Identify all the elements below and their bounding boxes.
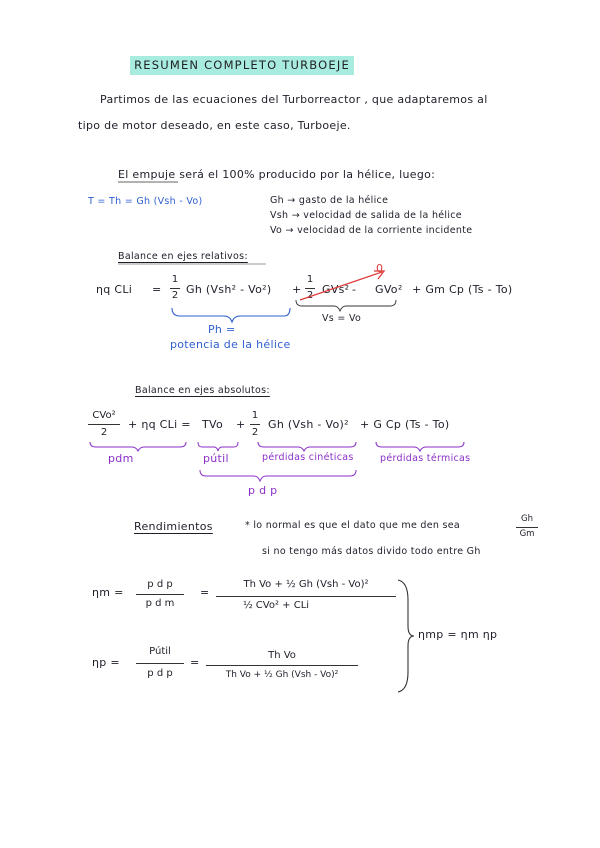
intro-line-2: tipo de motor deseado, en este caso, Turboeje. <box>78 119 351 132</box>
abs-lhs-den: 2 <box>100 427 108 438</box>
relative-balance-heading: Balance en ejes relativos: <box>118 251 248 262</box>
eta-m-rhs-num: Th Vo + ½ Gh (Vsh - Vo)² <box>243 579 369 590</box>
perdidas-termicas-brace <box>376 442 464 451</box>
rel-term2a: GVs² <box>322 283 350 296</box>
def-vo: Vo → velocidad de la corriente incidente <box>270 225 473 236</box>
cancel-zero: 0 <box>376 262 384 275</box>
perdidas-termicas: pérdidas térmicas <box>380 453 471 464</box>
abs-half-num: 1 <box>251 410 259 421</box>
rel-half-2-den: 2 <box>306 290 314 301</box>
empuje-sentence: El empuje será el 100% producido por la hélice, luego: <box>118 168 436 181</box>
intro-line-1: Partimos de las ecuaciones del Turborreactor , que adaptaremos al <box>100 93 488 106</box>
eta-m-label: ηm = <box>92 586 124 599</box>
eta-mp-result: ηmp = ηm ηp <box>418 628 498 641</box>
eta-p-eq: = <box>190 656 200 669</box>
perdidas-cineticas: pérdidas cinéticas <box>262 452 354 463</box>
abs-plus-eta: + ηq CLi = <box>128 418 191 431</box>
abs-plus: + <box>236 418 246 431</box>
perdidas-cineticas-brace <box>258 442 356 451</box>
putil-brace <box>198 442 238 451</box>
eta-m-eq: = <box>200 586 210 599</box>
abs-term: Gh (Vsh - Vo)² <box>268 418 349 431</box>
eta-p-rhs-num: Th Vo <box>268 650 296 661</box>
abs-term3: + G Cp (Ts - To) <box>360 418 450 431</box>
rendimientos-heading: Rendimientos <box>134 520 213 533</box>
note-line-1: * lo normal es que el dato que me den sea <box>245 520 461 531</box>
eta-p-label: ηp = <box>92 656 120 669</box>
efficiency-bracket <box>398 580 414 692</box>
rel-plus: + <box>292 283 302 296</box>
kinetic-brace <box>296 300 396 311</box>
rel-eq: = <box>152 283 162 296</box>
putil-label: pútil <box>203 452 229 465</box>
thrust-formula: T = Th = Gh (Vsh - Vo) <box>88 196 203 207</box>
rel-half-2-num: 1 <box>306 274 314 285</box>
eta-p-rhs-den: Th Vo + ½ Gh (Vsh - Vo)² <box>225 670 339 680</box>
def-vsh: Vsh → velocidad de salida de la hélice <box>270 210 462 221</box>
rel-minus: - <box>352 283 357 296</box>
rel-term1: Gh (Vsh² - Vo²) <box>186 283 272 296</box>
abs-lhs-num: CVo² <box>92 410 116 421</box>
eta-p-num: Pútil <box>149 646 171 657</box>
ph-brace <box>172 308 290 322</box>
pdp-label: p d p <box>248 484 278 497</box>
eta-m-den: p d m <box>145 598 175 609</box>
note-line-2: si no tengo más datos divido todo entre Gh <box>262 546 481 557</box>
rel-lhs: ηq CLi <box>96 283 133 296</box>
ph-description: potencia de la hélice <box>170 338 291 351</box>
abs-tvo: TVo <box>202 418 224 431</box>
pdp-brace <box>200 470 356 481</box>
absolute-balance-heading: Balance en ejes absolutos: <box>135 385 270 396</box>
eta-m-num: p d p <box>147 579 173 590</box>
ph-label: Ph = <box>208 323 236 336</box>
pdm-brace <box>90 442 186 451</box>
note-frac-den: Gm <box>519 529 535 539</box>
rel-half-1-den: 2 <box>171 290 179 301</box>
abs-half-den: 2 <box>251 427 259 438</box>
pdm-label: pdm <box>108 452 134 465</box>
vs-note: Vs = Vo <box>322 313 362 324</box>
page-title: RESUMEN COMPLETO TURBOEJE <box>130 56 354 75</box>
rel-term2b: GVo² <box>375 283 403 296</box>
eta-p-den: p d p <box>147 668 173 679</box>
note-frac-num: Gh <box>521 514 533 524</box>
rel-half-1-num: 1 <box>171 274 179 285</box>
eta-m-rhs-den: ½ CVo² + CLi <box>242 600 310 611</box>
rel-term3: + Gm Cp (Ts - To) <box>412 283 513 296</box>
def-gh: Gh → gasto de la hélice <box>270 195 389 206</box>
